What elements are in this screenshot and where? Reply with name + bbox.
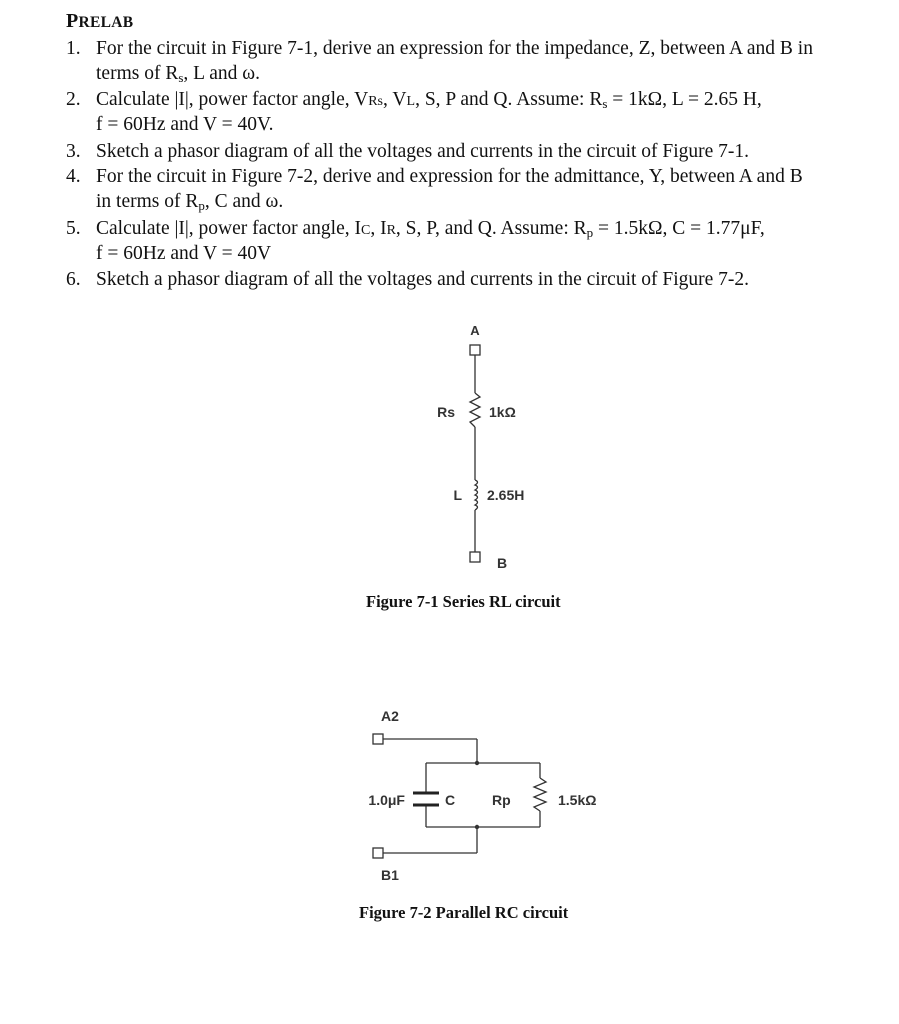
- question-number: 6.: [66, 269, 81, 290]
- question-number: 3.: [66, 141, 81, 162]
- page-title: PRELAB: [66, 10, 134, 32]
- resistor-rp-icon: [534, 778, 546, 811]
- junction-node-top: [475, 761, 479, 765]
- question-text-cont: f = 60Hz and V = 40V.: [96, 114, 274, 135]
- label-terminal-b1: B1: [381, 867, 399, 883]
- question-text: Calculate |I|, power factor angle, IC, IR, S, P, and Q. Assume: $R_p = 1.5k\Omega$, C = 1.77μF,: [96, 218, 765, 240]
- label-terminal-b: B: [497, 555, 508, 571]
- label-rs: Rs: [437, 404, 455, 420]
- question-text: Sketch a phasor diagram of all the voltages and currents in the circuit of Figure 7-2.: [96, 269, 750, 290]
- question-text-cont: f = 60Hz and V = 40V: [96, 243, 272, 264]
- question-text: For the circuit in Figure 7-1, derive an expression for the impedance, Z, between A and B in: [96, 38, 813, 59]
- question-number: 2.: [66, 89, 81, 110]
- figure-7-2-caption: Figure 7-2 Parallel RC circuit: [359, 903, 569, 922]
- label-l-value: 2.65H: [487, 487, 525, 503]
- label-terminal-a2: A2: [381, 708, 399, 724]
- question-number: 4.: [66, 166, 81, 187]
- question-number: 1.: [66, 38, 81, 59]
- label-rp-value: 1.5kΩ: [558, 792, 597, 808]
- label-c: C: [445, 792, 456, 808]
- capacitor-c-icon: [413, 793, 439, 805]
- question-text-cont: in terms of $R_p$, C and ω.: [96, 191, 284, 213]
- terminal-b1: [373, 848, 383, 858]
- question-text: Calculate |I|, power factor angle, VRs, VL, S, P and Q. Assume: $R_s = 1k\Omega$, L = 2.65 H,: [96, 89, 762, 111]
- question-number: 5.: [66, 218, 81, 239]
- question-text: For the circuit in Figure 7-2, derive and expression for the admittance, Y, between A and B: [96, 166, 803, 187]
- label-rp: Rp: [492, 792, 511, 808]
- label-rs-value: 1kΩ: [489, 404, 516, 420]
- label-l: L: [453, 487, 462, 503]
- junction-node-bottom: [475, 825, 479, 829]
- question-text: Sketch a phasor diagram of all the voltages and currents in the circuit of Figure 7-1.: [96, 141, 750, 162]
- figure-7-1-caption: Figure 7-1 Series RL circuit: [366, 592, 561, 611]
- label-terminal-a: A: [470, 323, 480, 338]
- question-text-cont: terms of $R_s$, L and ω.: [96, 63, 260, 85]
- label-capacitor-value: 1.0μF: [368, 792, 405, 808]
- terminal-a2: [373, 734, 383, 744]
